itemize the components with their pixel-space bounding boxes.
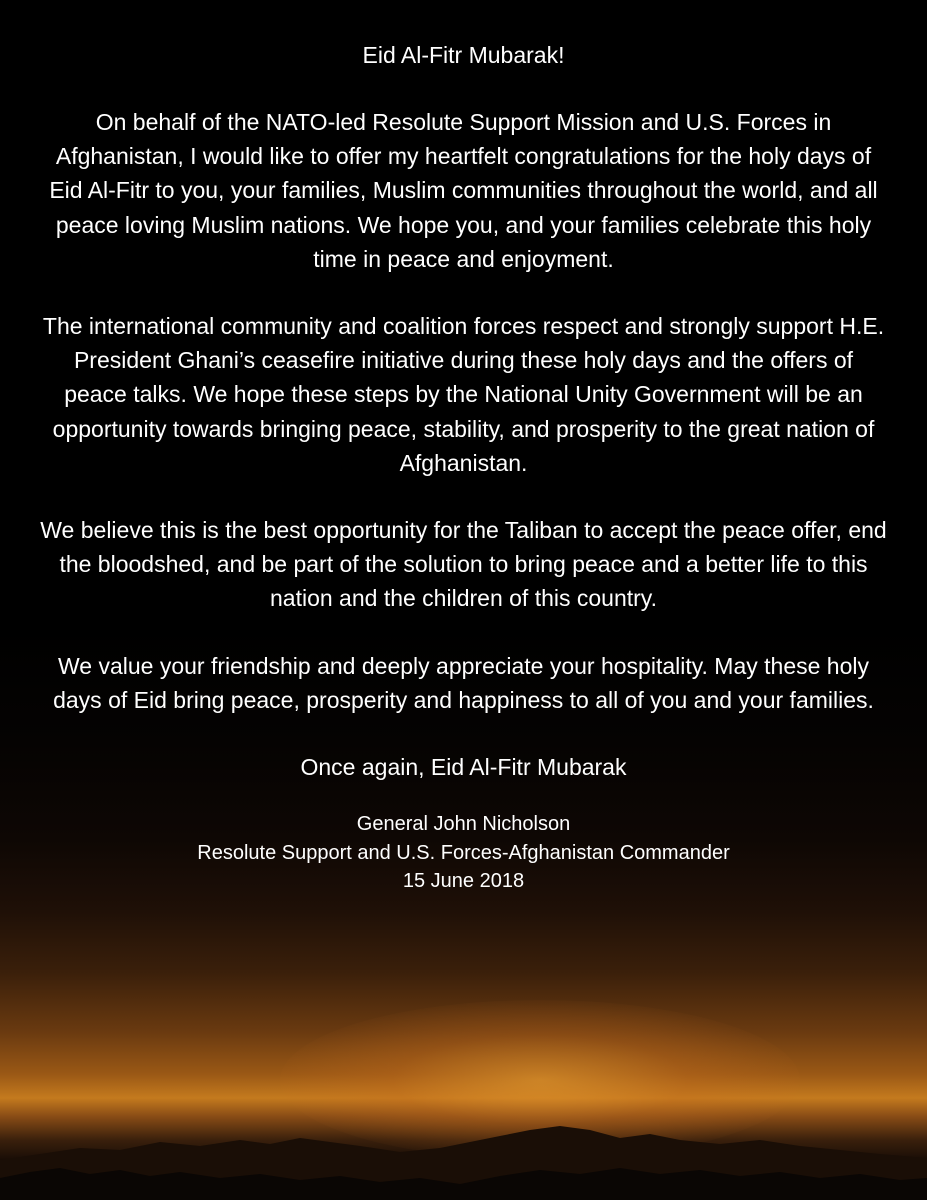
letter-body (40, 38, 887, 896)
letter-paragraph-1: On behalf of the NATO-led Resolute Support Mission and U.S. Forces in Afghanistan, I would like to offer my heartfelt congratulations for the holy days of Eid Al-Fitr to you, your families, Muslim communities throughout the world, and all peace loving Muslim nations. We hope you, and your families celebrate this holy time in peace and enjoyment. (49, 109, 878, 272)
letter-paragraph-2: The international community and coalition forces respect and strongly support H.E. President Ghani’s ceasefire initiative during these holy days and the offers of peace talks. We hope these steps by the National Unity Government will be an opportunity towards bringing peace, stability, and prosperity to the great nation of Afghanistan. (42, 313, 885, 476)
letter-closing: Once again, Eid Al-Fitr Mubarak (300, 754, 627, 781)
signature-name: General John Nicholson (356, 813, 571, 836)
letter-paragraph-3: We believe this is the best opportunity for the Taliban to accept the peace offer, end the bloodshed, and be part of the solution to bring peace and a better life to this nation and the children of this country. (40, 517, 887, 612)
letter-greeting: Eid Al-Fitr Mubarak! (362, 42, 565, 68)
signature-date: 15 June 2018 (402, 870, 525, 893)
signature-title: Resolute Support and U.S. Forces-Afghanistan Commander (197, 841, 730, 864)
letter-paragraph-4: We value your friendship and deeply appreciate your hospitality. May these holy days of Eid bring peace, prosperity and happiness to all of you and your families. (53, 652, 874, 713)
signature-block (40, 810, 887, 896)
mountain-silhouette (0, 1050, 927, 1200)
